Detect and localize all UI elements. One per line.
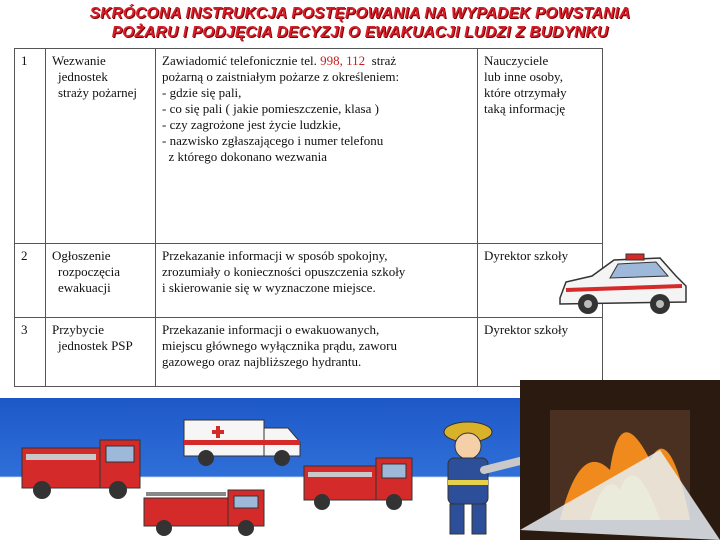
step-name xyxy=(46,244,156,318)
title-line-1: SKRÓCONA INSTRUKCJA POSTĘPOWANIA NA WYPADEK POWSTANIA xyxy=(89,5,631,22)
action-line: Przekazanie informacji o ewakuowanych, xyxy=(162,322,380,337)
emergency-phone-numbers: 998, 112 xyxy=(320,53,366,68)
row-number: 1 xyxy=(15,49,46,244)
step-name-line: rozpoczęcia xyxy=(58,264,121,279)
fire-scene-illustration xyxy=(520,380,720,540)
action-line: zrozumiały o konieczności opuszczenia szkoły xyxy=(162,264,406,279)
action-line: - czy zagrożone jest życie ludzkie, xyxy=(162,117,342,132)
table-row xyxy=(15,244,603,318)
row-number: 3 xyxy=(15,318,46,387)
action-line: - nazwisko zgłaszającego i numer telefonu xyxy=(162,133,384,148)
row-number: 2 xyxy=(15,244,46,318)
ladder-truck-illustration xyxy=(140,482,270,540)
step-name-line: Przybycie xyxy=(52,322,104,337)
action-line xyxy=(162,53,471,69)
fire-truck-illustration xyxy=(18,430,148,502)
action-line: - co się pali ( jakie pomieszczenie, klasa ) xyxy=(162,101,379,116)
step-name-line: Wezwanie xyxy=(52,53,106,68)
ambulance-illustration xyxy=(180,410,305,472)
action-text: straż xyxy=(365,53,397,68)
responsible-line: Dyrektor szkoły xyxy=(484,248,569,263)
step-action xyxy=(156,318,478,387)
responsible-line: Nauczyciele xyxy=(484,53,549,68)
step-name-line: jednostek xyxy=(58,69,108,84)
responsible-person xyxy=(478,318,603,387)
step-name-line: jednostek PSP xyxy=(58,338,133,353)
step-action xyxy=(156,244,478,318)
table-row xyxy=(15,318,603,387)
action-text: Zawiadomić telefonicznie tel. xyxy=(162,53,321,68)
step-name xyxy=(46,318,156,387)
procedure-table xyxy=(14,48,603,387)
step-name-line: straży pożarnej xyxy=(58,85,138,100)
action-line: gazowego oraz najbliższego hydrantu. xyxy=(162,354,362,369)
page-title xyxy=(0,4,720,42)
step-name-line: Ogłoszenie xyxy=(52,248,111,263)
title-line-2: POŻARU I PODJĘCIA DECYZJI O EWAKUACJI LUDZI Z BUDYNKU xyxy=(111,24,609,41)
action-line: z którego dokonano wezwania xyxy=(162,149,327,164)
emergency-car-illustration xyxy=(552,246,692,326)
responsible-line: taką informację xyxy=(484,101,566,116)
action-line: miejscu głównego wyłącznika prądu, zaworu xyxy=(162,338,398,353)
step-name xyxy=(46,49,156,244)
responsible-person xyxy=(478,49,603,244)
action-line: - gdzie się pali, xyxy=(162,85,242,100)
table-row xyxy=(15,49,603,244)
responsible-line: Dyrektor szkoły xyxy=(484,322,569,337)
responsible-line: które otrzymały xyxy=(484,85,567,100)
responsible-line: lub inne osoby, xyxy=(484,69,563,84)
action-line: pożarną o zaistniałym pożarze z określeniem: xyxy=(162,69,400,84)
fire-engine-illustration xyxy=(300,452,420,514)
action-line: i skierowanie się w wyznaczone miejsce. xyxy=(162,280,376,295)
step-action xyxy=(156,49,478,244)
action-line: Przekazanie informacji w sposób spokojny, xyxy=(162,248,388,263)
step-name-line: ewakuacji xyxy=(58,280,111,295)
